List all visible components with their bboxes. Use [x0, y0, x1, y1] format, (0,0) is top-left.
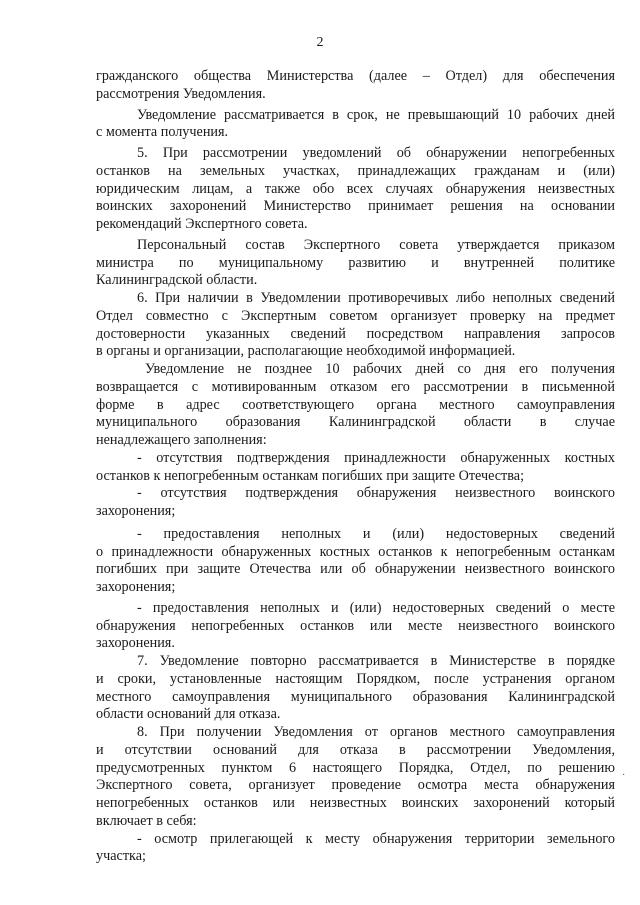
- text-line: местного самоуправления муниципального образования Калининградской: [96, 688, 615, 705]
- text-line: 7. Уведомление повторно рассматривается в Министерстве в порядке: [137, 653, 615, 669]
- text-line: области оснований для отказа.: [96, 706, 281, 723]
- text-line: и отсутствии оснований для отказа в рассмотрении Уведомления,: [96, 741, 615, 758]
- text-line: и сроки, установленные настоящим Порядком, после устранения органом: [96, 670, 615, 687]
- text-line: форме в адрес соответствующего органа местного самоуправления: [96, 396, 615, 413]
- text-line: ненадлежащего заполнения:: [96, 432, 267, 448]
- text-line: Экспертного совета, организует проведение осмотра места обнаружения: [96, 777, 615, 794]
- text-line: гражданского общества Министерства (далее – Отдел) для обеспечения: [96, 68, 615, 84]
- text-line: останков к непогребенным останкам погибших при защите Отечества;: [96, 467, 525, 484]
- text-line: муниципального образования Калининградской области в случае: [96, 414, 615, 431]
- text-line: 6. При наличии в Уведомлении противоречивых либо неполных сведений: [137, 290, 615, 306]
- text-line: предусмотренных пунктом 6 настоящего Порядка, Отдел, по решению: [96, 759, 615, 776]
- text-line: Отдел совместно с Экспертным советом организует проверку на предмет: [96, 307, 615, 324]
- text-line: обнаружения непогребенных останков или месте неизвестного воинского: [96, 617, 615, 634]
- text-line: министра по муниципальному развитию и внутренней политике: [96, 254, 615, 271]
- text-line: юридическим лицам, а также обо всех случаях обнаружения неизвестных: [96, 180, 615, 197]
- text-line: останков на земельных участках, принадлежащих гражданам и (или): [96, 162, 615, 179]
- page-number: 2: [316, 35, 324, 50]
- text-line: непогребенных останков или неизвестных воинских захоронений который: [96, 795, 615, 811]
- text-line: в органы и организации, располагающие необходимой информацией.: [96, 343, 516, 360]
- text-line: захоронения.: [96, 635, 175, 652]
- text-line: участка;: [96, 848, 146, 865]
- text-line: с момента получения.: [96, 124, 229, 141]
- text-line: - отсутствия подтверждения принадлежности обнаруженных костных: [137, 449, 615, 466]
- document-body: [96, 68, 615, 866]
- text-line: возвращается с мотивированным отказом его рассмотрении в письменной: [96, 378, 615, 395]
- text-line: достоверности указанных сведений посредством направления запросов: [96, 325, 615, 342]
- text-line: рассмотрения Уведомления.: [96, 85, 266, 102]
- text-line: Калининградской области.: [96, 272, 258, 289]
- text-line: захоронения;: [96, 503, 176, 519]
- text-line: 5. При рассмотрении уведомлений об обнаружении непогребенных: [137, 145, 615, 161]
- text-line: 8. При получении Уведомления от органов местного самоуправления: [137, 724, 615, 740]
- text-line: погибших при защите Отечества или об обнаружении неизвестного воинского: [96, 561, 615, 578]
- text-line: - предоставления неполных и (или) недостоверных сведений: [137, 525, 615, 542]
- text-line: Персональный состав Экспертного совета утверждается приказом: [137, 236, 615, 253]
- scan-artifact-dot: ·: [622, 770, 626, 781]
- text-line: - предоставления неполных и (или) недостоверных сведений о месте: [137, 599, 615, 616]
- text-line: захоронения;: [96, 579, 176, 595]
- text-line: о принадлежности обнаруженных костных останков к непогребенным останкам: [96, 543, 615, 560]
- text-line: воинских захоронений Министерство принимает решения на основании: [96, 198, 615, 215]
- text-line: - осмотр прилегающей к месту обнаружения территории земельного: [137, 830, 615, 847]
- text-line: - отсутствия подтверждения обнаружения неизвестного воинского: [137, 485, 615, 502]
- text-line: Уведомление не позднее 10 рабочих дней со дня его получения: [145, 361, 615, 377]
- text-line: рекомендаций Экспертного совета.: [96, 216, 308, 232]
- text-line: включает в себя:: [96, 812, 197, 829]
- text-line: Уведомление рассматривается в срок, не превышающий 10 рабочих дней: [137, 106, 615, 123]
